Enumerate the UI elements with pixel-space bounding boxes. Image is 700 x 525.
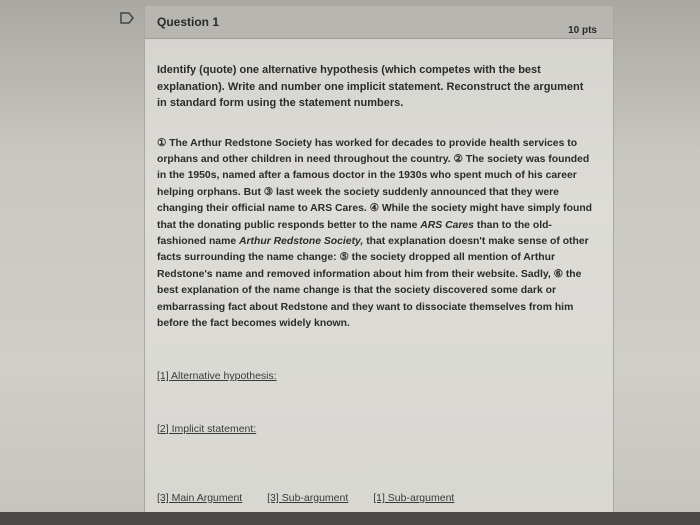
question-body — [157, 62, 595, 437]
flag-icon[interactable] — [120, 12, 134, 24]
answer-main-argument[interactable]: [3] Main Argument — [157, 492, 243, 504]
answer-alt-hypothesis-label: [1] Alternative hypothesis: — [157, 370, 277, 383]
passage-italic-1: ARS Cares — [420, 219, 474, 231]
answer-sub-argument-1[interactable]: [3] Sub-argument — [267, 492, 349, 504]
question-points: 10 pts — [568, 25, 597, 36]
question-prompt: Identify (quote) one alternative hypothesis (which competes with the best explanation). Write and number one implicit statement. Reconstruct the argument in standard form using the statement numbers. — [157, 64, 584, 109]
bottom-edge — [0, 512, 700, 525]
answer-argument-row — [157, 492, 476, 504]
question-title: Question 1 — [157, 15, 220, 29]
question-card — [144, 6, 614, 512]
passage-part-3: that explanation doesn't make sense of other facts surrounding the name change: ⑤ the society dropped all mention of Arthur Redstone's name and removed information about him from their website. Sadly, ⑥ the best explanation of the name change is that the society discovered some dark or embarrassing fact about Redstone and they want to dissociate themselves from him before the fact becomes widely known. — [157, 235, 589, 329]
passage-part-1: ① The Arthur Redstone Society has worked for decades to provide health services to orphans and other children in need throughout the country. ② The society was founded in the 1950s, named after a famous doctor in the 1930s who spent much of his career helping orphans. But ③ last week the society suddenly announced that they were changing their official name to ARS Cares. ④ While the society might have simply found that the donating public responds better to the name — [157, 137, 593, 231]
passage-italic-2: Arthur Redstone Society, — [239, 235, 364, 247]
answer-implicit-statement[interactable] — [157, 421, 595, 438]
answer-implicit-statement-label: [2] Implicit statement: — [157, 422, 257, 435]
answer-alt-hypothesis[interactable] — [157, 368, 595, 385]
answer-sub-argument-2[interactable]: [1] Sub-argument — [373, 492, 455, 504]
question-header — [145, 6, 613, 39]
question-passage — [157, 136, 595, 333]
passage-part-2: than to the old-fashioned name — [157, 219, 552, 247]
